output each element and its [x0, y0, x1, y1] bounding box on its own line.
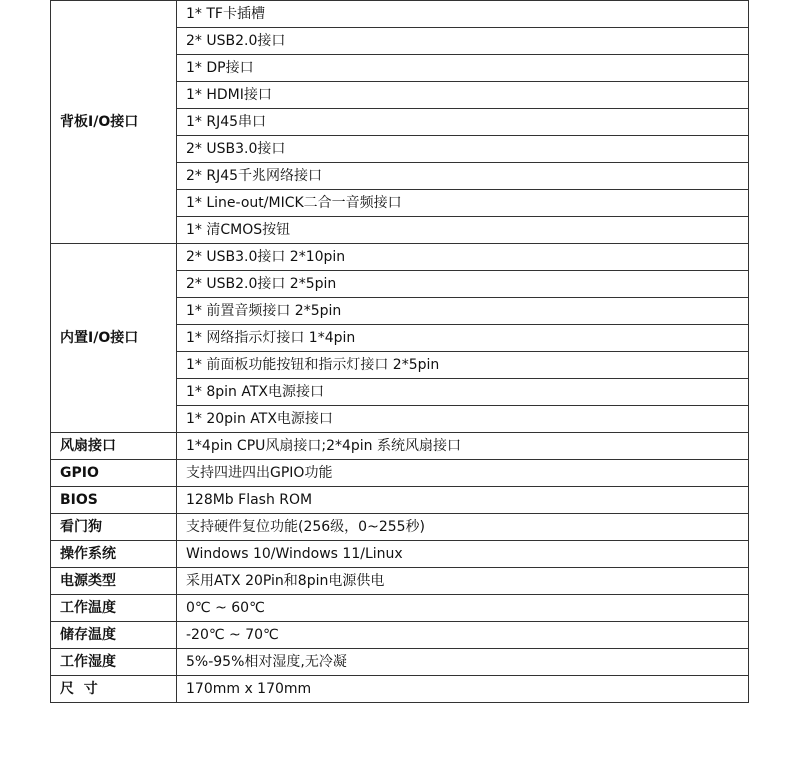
- table-cell: 2* USB2.0接口 2*5pin: [177, 271, 749, 298]
- table-cell: 170mm x 170mm: [177, 676, 749, 703]
- row-label-power: 电源类型: [51, 568, 177, 595]
- table-cell: 采用ATX 20Pin和8pin电源供电: [177, 568, 749, 595]
- table-row: [51, 568, 749, 595]
- table-row: [51, 622, 749, 649]
- table-row: [51, 649, 749, 676]
- table-row: [51, 541, 749, 568]
- table-cell: 支持硬件复位功能(256级，0~255秒): [177, 514, 749, 541]
- table-cell: 支持四进四出GPIO功能: [177, 460, 749, 487]
- table-cell: 1* HDMI接口: [177, 82, 749, 109]
- table-cell: Windows 10/Windows 11/Linux: [177, 541, 749, 568]
- table-cell: 1* 20pin ATX电源接口: [177, 406, 749, 433]
- table-row: [51, 676, 749, 703]
- row-label-operating-temp: 工作温度: [51, 595, 177, 622]
- table-cell: 0℃ ~ 60℃: [177, 595, 749, 622]
- table-cell: 1* Line-out/MICK二合一音频接口: [177, 190, 749, 217]
- row-label-rear-io: 背板I/O接口: [51, 1, 177, 244]
- table-row: [51, 595, 749, 622]
- table-cell: 1*4pin CPU风扇接口;2*4pin 系统风扇接口: [177, 433, 749, 460]
- table-cell: 2* USB3.0接口: [177, 136, 749, 163]
- table-cell: 2* USB3.0接口 2*10pin: [177, 244, 749, 271]
- row-label-fan: 风扇接口: [51, 433, 177, 460]
- row-label-size: 尺 寸: [51, 676, 177, 703]
- table-row: [51, 487, 749, 514]
- table-row: [51, 514, 749, 541]
- table-cell: 128Mb Flash ROM: [177, 487, 749, 514]
- table-cell: 2* RJ45千兆网络接口: [177, 163, 749, 190]
- row-label-os: 操作系统: [51, 541, 177, 568]
- row-label-gpio: GPIO: [51, 460, 177, 487]
- table-cell: 1* 清CMOS按钮: [177, 217, 749, 244]
- table-cell: 1* DP接口: [177, 55, 749, 82]
- table-cell: 1* 8pin ATX电源接口: [177, 379, 749, 406]
- table-row: [51, 460, 749, 487]
- table-cell: 1* 前置音频接口 2*5pin: [177, 298, 749, 325]
- table-row: [51, 1, 749, 28]
- table-cell: 1* TF卡插槽: [177, 1, 749, 28]
- table-row: [51, 433, 749, 460]
- spec-table: [50, 0, 749, 703]
- row-label-watchdog: 看门狗: [51, 514, 177, 541]
- table-row: [51, 244, 749, 271]
- table-cell: 1* 前面板功能按钮和指示灯接口 2*5pin: [177, 352, 749, 379]
- row-label-humidity: 工作湿度: [51, 649, 177, 676]
- table-cell: -20℃ ~ 70℃: [177, 622, 749, 649]
- row-label-storage-temp: 储存温度: [51, 622, 177, 649]
- table-cell: 2* USB2.0接口: [177, 28, 749, 55]
- row-label-bios: BIOS: [51, 487, 177, 514]
- table-cell: 5%-95%相对湿度,无冷凝: [177, 649, 749, 676]
- table-cell: 1* 网络指示灯接口 1*4pin: [177, 325, 749, 352]
- table-cell: 1* RJ45串口: [177, 109, 749, 136]
- row-label-internal-io: 内置I/O接口: [51, 244, 177, 433]
